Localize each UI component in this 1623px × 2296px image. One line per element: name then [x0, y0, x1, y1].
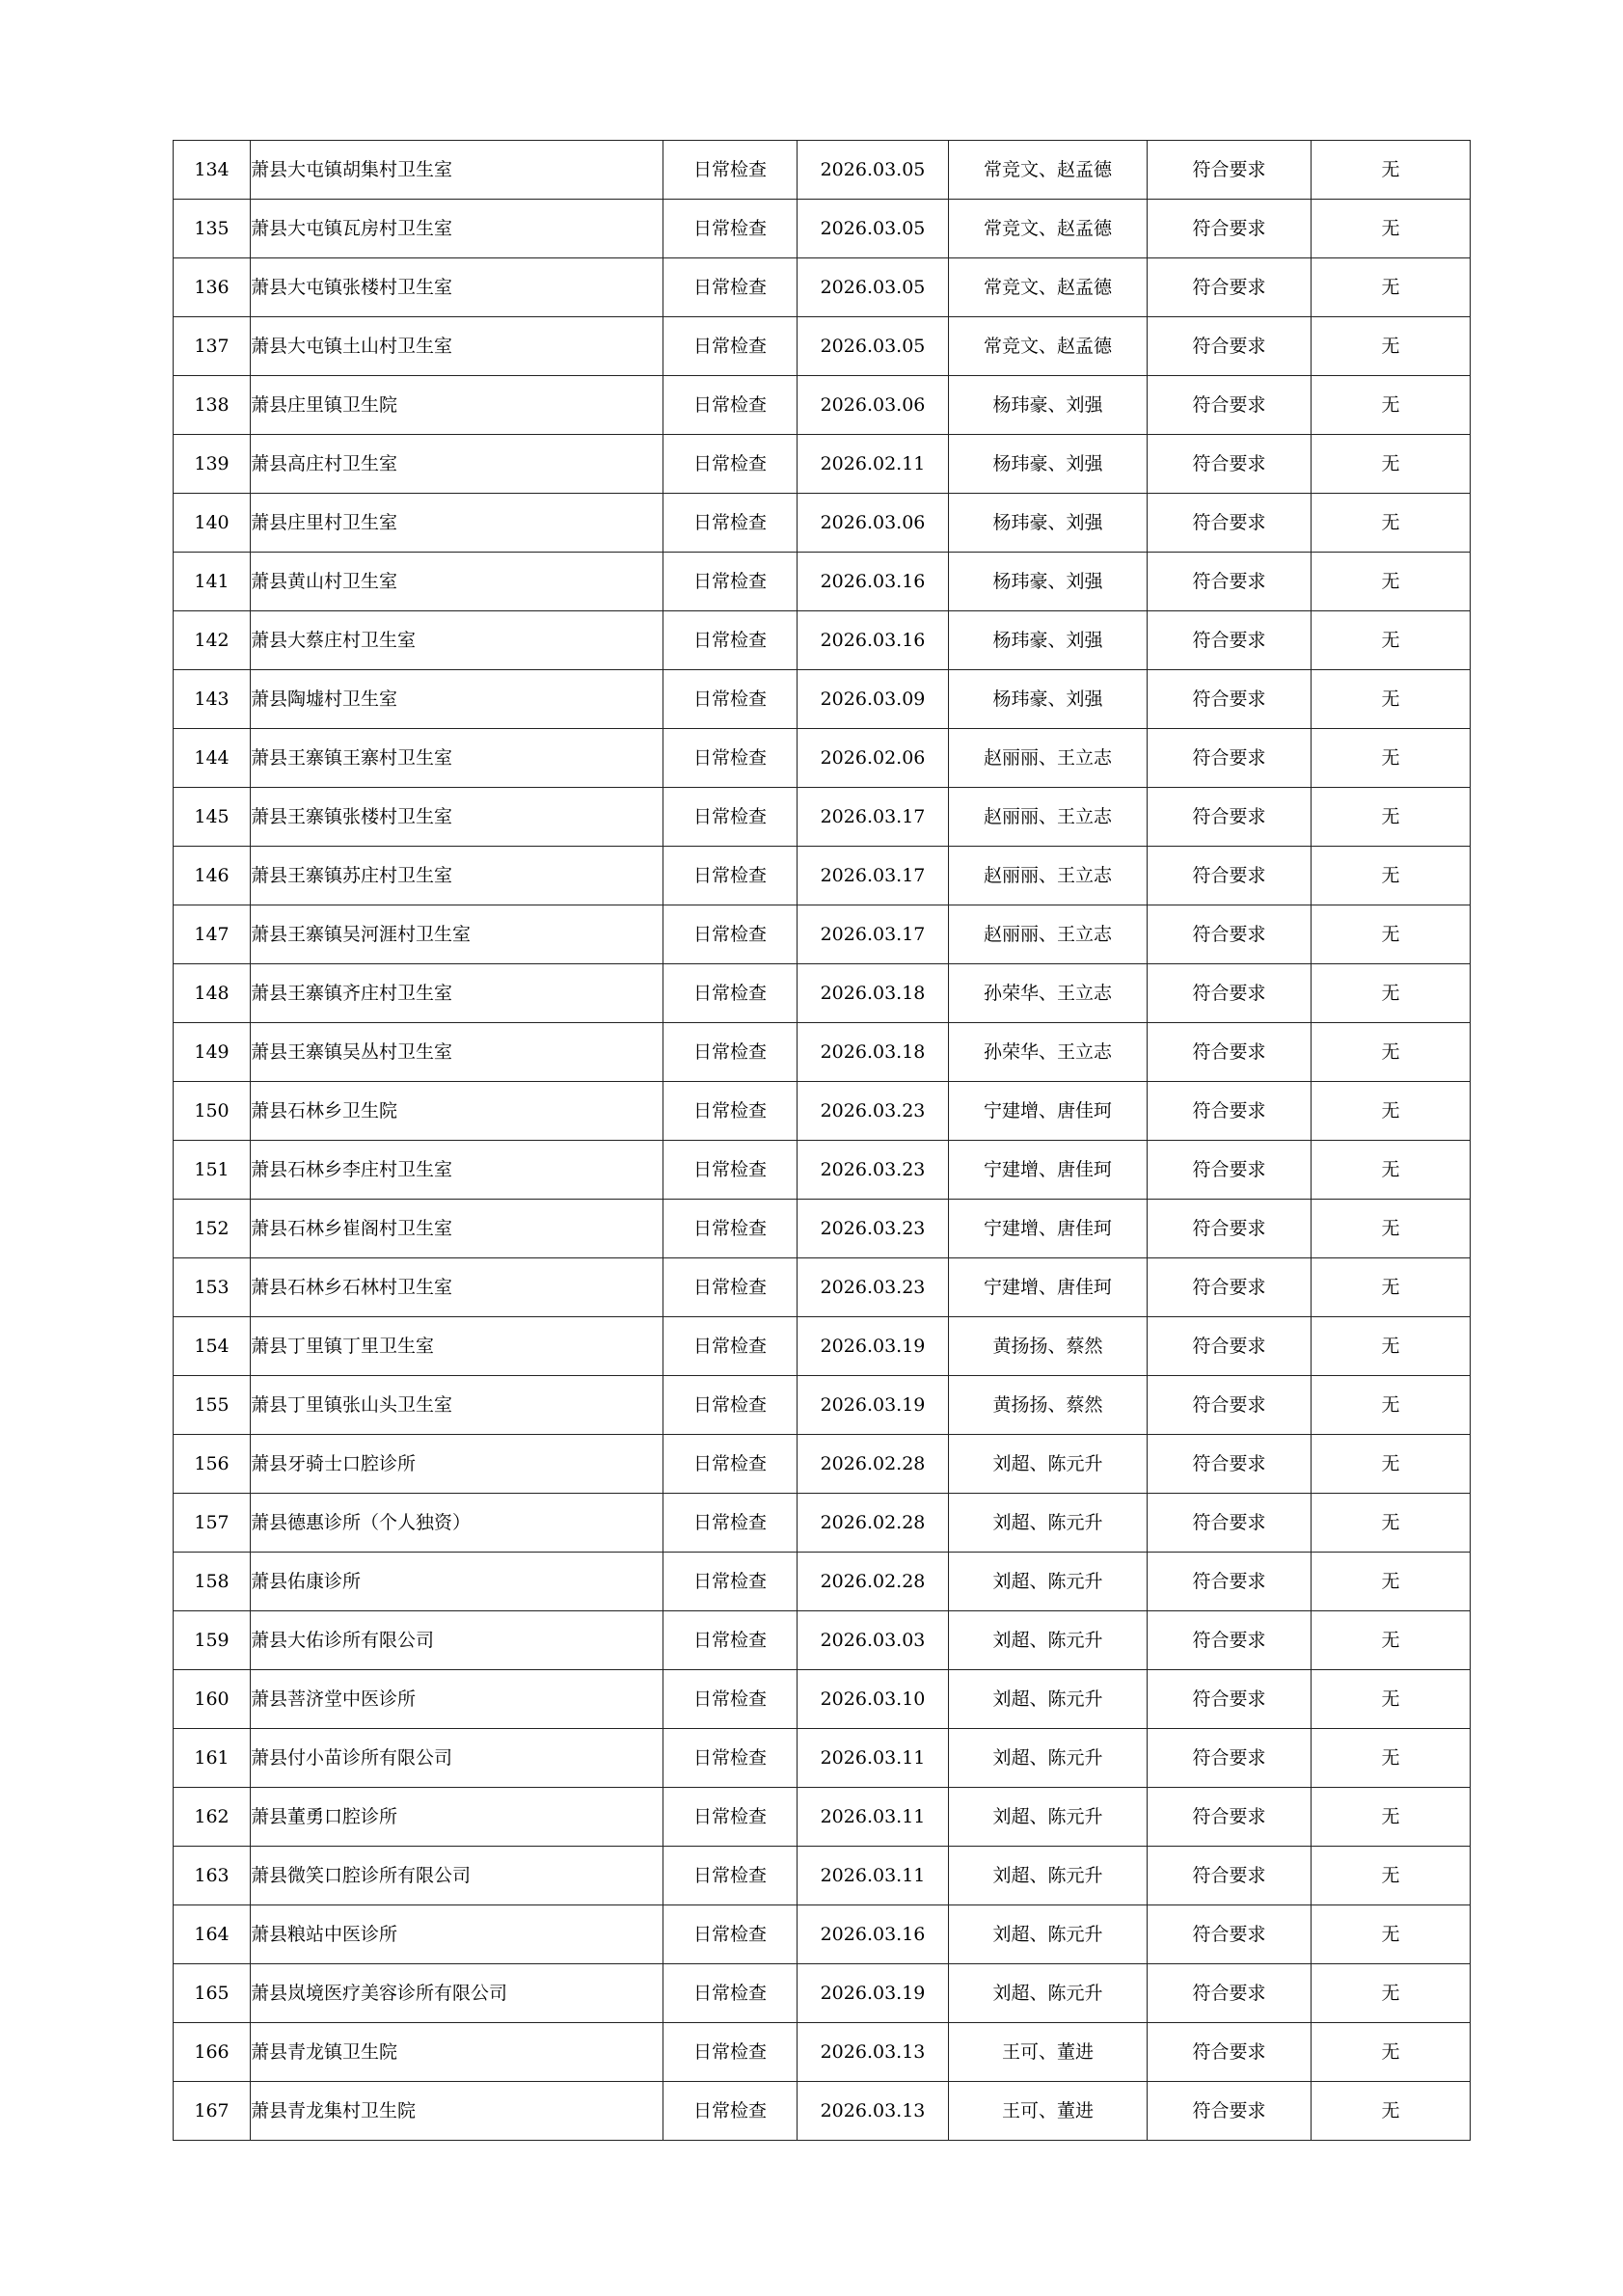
- problem-cell: 无: [1312, 905, 1471, 964]
- inspection-type-cell: 日常检查: [663, 1023, 798, 1082]
- result-cell: 符合要求: [1148, 1082, 1312, 1141]
- inspection-date-cell: 2026.03.11: [798, 1729, 949, 1788]
- row-number-cell: 143: [174, 670, 251, 729]
- inspection-type-cell: 日常检查: [663, 494, 798, 553]
- problem-cell: 无: [1312, 376, 1471, 435]
- inspectors-cell: 杨玮豪、刘强: [949, 553, 1148, 611]
- problem-cell: 无: [1312, 1258, 1471, 1317]
- inspection-date-cell: 2026.03.16: [798, 553, 949, 611]
- table-row: [174, 1905, 1471, 1964]
- row-number-cell: 149: [174, 1023, 251, 1082]
- inspection-date-cell: 2026.03.17: [798, 905, 949, 964]
- institution-name-cell: 萧县石林乡崔阁村卫生室: [251, 1200, 663, 1258]
- problem-cell: 无: [1312, 1905, 1471, 1964]
- result-cell: 符合要求: [1148, 788, 1312, 847]
- row-number-cell: 157: [174, 1494, 251, 1553]
- problem-cell: 无: [1312, 1376, 1471, 1435]
- table-row: [174, 553, 1471, 611]
- institution-name-cell: 萧县岚境医疗美容诊所有限公司: [251, 1964, 663, 2023]
- result-cell: 符合要求: [1148, 729, 1312, 788]
- institution-name-cell: 萧县佑康诊所: [251, 1553, 663, 1611]
- table-row: [174, 1494, 1471, 1553]
- row-number-cell: 141: [174, 553, 251, 611]
- inspection-date-cell: 2026.03.19: [798, 1376, 949, 1435]
- inspectors-cell: 黄扬扬、蔡然: [949, 1376, 1148, 1435]
- row-number-cell: 150: [174, 1082, 251, 1141]
- inspectors-cell: 刘超、陈元升: [949, 1670, 1148, 1729]
- result-cell: 符合要求: [1148, 847, 1312, 905]
- problem-cell: 无: [1312, 1435, 1471, 1494]
- institution-name-cell: 萧县微笑口腔诊所有限公司: [251, 1847, 663, 1905]
- result-cell: 符合要求: [1148, 200, 1312, 258]
- table-row: [174, 1200, 1471, 1258]
- table-row: [174, 1847, 1471, 1905]
- result-cell: 符合要求: [1148, 1023, 1312, 1082]
- inspectors-cell: 刘超、陈元升: [949, 1494, 1148, 1553]
- row-number-cell: 165: [174, 1964, 251, 2023]
- inspectors-cell: 王可、董进: [949, 2023, 1148, 2082]
- inspection-type-cell: 日常检查: [663, 1494, 798, 1553]
- inspection-date-cell: 2026.03.05: [798, 317, 949, 376]
- problem-cell: 无: [1312, 1082, 1471, 1141]
- result-cell: 符合要求: [1148, 905, 1312, 964]
- inspection-type-cell: 日常检查: [663, 1200, 798, 1258]
- institution-name-cell: 萧县青龙镇卫生院: [251, 2023, 663, 2082]
- institution-name-cell: 萧县大佑诊所有限公司: [251, 1611, 663, 1670]
- problem-cell: 无: [1312, 200, 1471, 258]
- row-number-cell: 151: [174, 1141, 251, 1200]
- inspection-date-cell: 2026.03.17: [798, 788, 949, 847]
- inspectors-cell: 刘超、陈元升: [949, 1847, 1148, 1905]
- row-number-cell: 134: [174, 141, 251, 200]
- table-row: [174, 1317, 1471, 1376]
- result-cell: 符合要求: [1148, 553, 1312, 611]
- row-number-cell: 152: [174, 1200, 251, 1258]
- result-cell: 符合要求: [1148, 494, 1312, 553]
- inspectors-cell: 刘超、陈元升: [949, 1905, 1148, 1964]
- table-body: [174, 141, 1471, 2141]
- result-cell: 符合要求: [1148, 1553, 1312, 1611]
- inspectors-cell: 刘超、陈元升: [949, 1435, 1148, 1494]
- row-number-cell: 155: [174, 1376, 251, 1435]
- result-cell: 符合要求: [1148, 1494, 1312, 1553]
- problem-cell: 无: [1312, 964, 1471, 1023]
- institution-name-cell: 萧县石林乡石林村卫生室: [251, 1258, 663, 1317]
- institution-name-cell: 萧县庄里村卫生室: [251, 494, 663, 553]
- table-row: [174, 611, 1471, 670]
- institution-name-cell: 萧县付小苗诊所有限公司: [251, 1729, 663, 1788]
- row-number-cell: 139: [174, 435, 251, 494]
- inspection-type-cell: 日常检查: [663, 1964, 798, 2023]
- inspection-type-cell: 日常检查: [663, 1611, 798, 1670]
- table-row: [174, 1788, 1471, 1847]
- inspection-date-cell: 2026.02.11: [798, 435, 949, 494]
- inspectors-cell: 常竞文、赵孟德: [949, 258, 1148, 317]
- problem-cell: 无: [1312, 1023, 1471, 1082]
- table-row: [174, 1435, 1471, 1494]
- table-row: [174, 729, 1471, 788]
- inspection-type-cell: 日常检查: [663, 435, 798, 494]
- institution-name-cell: 萧县丁里镇张山头卫生室: [251, 1376, 663, 1435]
- inspection-type-cell: 日常检查: [663, 1788, 798, 1847]
- row-number-cell: 136: [174, 258, 251, 317]
- inspectors-cell: 黄扬扬、蔡然: [949, 1317, 1148, 1376]
- institution-name-cell: 萧县王寨镇吴河涯村卫生室: [251, 905, 663, 964]
- inspection-type-cell: 日常检查: [663, 788, 798, 847]
- problem-cell: 无: [1312, 1611, 1471, 1670]
- inspection-type-cell: 日常检查: [663, 964, 798, 1023]
- table-row: [174, 788, 1471, 847]
- inspectors-cell: 宁建增、唐佳珂: [949, 1200, 1148, 1258]
- institution-name-cell: 萧县大屯镇土山村卫生室: [251, 317, 663, 376]
- table-row: [174, 1082, 1471, 1141]
- result-cell: 符合要求: [1148, 1317, 1312, 1376]
- row-number-cell: 159: [174, 1611, 251, 1670]
- institution-name-cell: 萧县王寨镇吴丛村卫生室: [251, 1023, 663, 1082]
- problem-cell: 无: [1312, 494, 1471, 553]
- inspection-date-cell: 2026.03.10: [798, 1670, 949, 1729]
- problem-cell: 无: [1312, 1141, 1471, 1200]
- table-row: [174, 964, 1471, 1023]
- table-row: [174, 1553, 1471, 1611]
- inspection-date-cell: 2026.03.18: [798, 964, 949, 1023]
- result-cell: 符合要求: [1148, 1435, 1312, 1494]
- result-cell: 符合要求: [1148, 1788, 1312, 1847]
- institution-name-cell: 萧县粮站中医诊所: [251, 1905, 663, 1964]
- problem-cell: 无: [1312, 1847, 1471, 1905]
- table-row: [174, 1376, 1471, 1435]
- result-cell: 符合要求: [1148, 1141, 1312, 1200]
- inspection-type-cell: 日常检查: [663, 1847, 798, 1905]
- problem-cell: 无: [1312, 435, 1471, 494]
- row-number-cell: 166: [174, 2023, 251, 2082]
- inspectors-cell: 杨玮豪、刘强: [949, 435, 1148, 494]
- row-number-cell: 140: [174, 494, 251, 553]
- inspection-type-cell: 日常检查: [663, 317, 798, 376]
- institution-name-cell: 萧县青龙集村卫生院: [251, 2082, 663, 2141]
- result-cell: 符合要求: [1148, 1670, 1312, 1729]
- table-row: [174, 1964, 1471, 2023]
- institution-name-cell: 萧县陶墟村卫生室: [251, 670, 663, 729]
- inspection-type-cell: 日常检查: [663, 1553, 798, 1611]
- table-row: [174, 494, 1471, 553]
- inspection-type-cell: 日常检查: [663, 2023, 798, 2082]
- inspection-date-cell: 2026.03.13: [798, 2023, 949, 2082]
- inspection-type-cell: 日常检查: [663, 1729, 798, 1788]
- inspection-date-cell: 2026.03.05: [798, 258, 949, 317]
- inspectors-cell: 刘超、陈元升: [949, 1553, 1148, 1611]
- institution-name-cell: 萧县高庄村卫生室: [251, 435, 663, 494]
- table-row: [174, 317, 1471, 376]
- result-cell: 符合要求: [1148, 1905, 1312, 1964]
- problem-cell: 无: [1312, 729, 1471, 788]
- result-cell: 符合要求: [1148, 1258, 1312, 1317]
- problem-cell: 无: [1312, 1964, 1471, 2023]
- row-number-cell: 160: [174, 1670, 251, 1729]
- inspectors-cell: 常竞文、赵孟德: [949, 317, 1148, 376]
- row-number-cell: 163: [174, 1847, 251, 1905]
- inspectors-cell: 王可、董进: [949, 2082, 1148, 2141]
- inspectors-cell: 宁建增、唐佳珂: [949, 1258, 1148, 1317]
- inspection-date-cell: 2026.03.17: [798, 847, 949, 905]
- row-number-cell: 146: [174, 847, 251, 905]
- table-row: [174, 670, 1471, 729]
- inspectors-cell: 常竞文、赵孟德: [949, 141, 1148, 200]
- problem-cell: 无: [1312, 1729, 1471, 1788]
- inspection-type-cell: 日常检查: [663, 1435, 798, 1494]
- table-row: [174, 435, 1471, 494]
- inspection-type-cell: 日常检查: [663, 905, 798, 964]
- problem-cell: 无: [1312, 2023, 1471, 2082]
- result-cell: 符合要求: [1148, 670, 1312, 729]
- row-number-cell: 154: [174, 1317, 251, 1376]
- inspection-date-cell: 2026.02.28: [798, 1494, 949, 1553]
- inspection-type-cell: 日常检查: [663, 1141, 798, 1200]
- row-number-cell: 147: [174, 905, 251, 964]
- inspectors-cell: 刘超、陈元升: [949, 1729, 1148, 1788]
- inspection-type-cell: 日常检查: [663, 141, 798, 200]
- result-cell: 符合要求: [1148, 1964, 1312, 2023]
- row-number-cell: 161: [174, 1729, 251, 1788]
- inspectors-cell: 孙荣华、王立志: [949, 1023, 1148, 1082]
- inspection-type-cell: 日常检查: [663, 1670, 798, 1729]
- institution-name-cell: 萧县石林乡李庄村卫生室: [251, 1141, 663, 1200]
- problem-cell: 无: [1312, 1670, 1471, 1729]
- inspection-type-cell: 日常检查: [663, 376, 798, 435]
- result-cell: 符合要求: [1148, 964, 1312, 1023]
- inspection-date-cell: 2026.03.16: [798, 611, 949, 670]
- inspectors-cell: 杨玮豪、刘强: [949, 376, 1148, 435]
- inspection-type-cell: 日常检查: [663, 847, 798, 905]
- inspection-date-cell: 2026.02.06: [798, 729, 949, 788]
- inspection-date-cell: 2026.03.06: [798, 376, 949, 435]
- row-number-cell: 153: [174, 1258, 251, 1317]
- inspection-date-cell: 2026.03.05: [798, 141, 949, 200]
- inspection-type-cell: 日常检查: [663, 200, 798, 258]
- inspection-type-cell: 日常检查: [663, 611, 798, 670]
- problem-cell: 无: [1312, 1317, 1471, 1376]
- inspection-type-cell: 日常检查: [663, 1905, 798, 1964]
- inspectors-cell: 杨玮豪、刘强: [949, 494, 1148, 553]
- table-row: [174, 258, 1471, 317]
- table-row: [174, 376, 1471, 435]
- problem-cell: 无: [1312, 1788, 1471, 1847]
- row-number-cell: 164: [174, 1905, 251, 1964]
- table-row: [174, 1729, 1471, 1788]
- inspectors-cell: 赵丽丽、王立志: [949, 905, 1148, 964]
- inspection-type-cell: 日常检查: [663, 1317, 798, 1376]
- row-number-cell: 137: [174, 317, 251, 376]
- problem-cell: 无: [1312, 2082, 1471, 2141]
- inspection-type-cell: 日常检查: [663, 1082, 798, 1141]
- institution-name-cell: 萧县大蔡庄村卫生室: [251, 611, 663, 670]
- inspectors-cell: 宁建增、唐佳珂: [949, 1082, 1148, 1141]
- inspection-date-cell: 2026.03.05: [798, 200, 949, 258]
- institution-name-cell: 萧县牙骑士口腔诊所: [251, 1435, 663, 1494]
- problem-cell: 无: [1312, 611, 1471, 670]
- row-number-cell: 135: [174, 200, 251, 258]
- inspectors-cell: 刘超、陈元升: [949, 1788, 1148, 1847]
- inspection-date-cell: 2026.03.23: [798, 1258, 949, 1317]
- result-cell: 符合要求: [1148, 2023, 1312, 2082]
- problem-cell: 无: [1312, 258, 1471, 317]
- result-cell: 符合要求: [1148, 1611, 1312, 1670]
- inspection-type-cell: 日常检查: [663, 1258, 798, 1317]
- table-row: [174, 2082, 1471, 2141]
- problem-cell: 无: [1312, 1494, 1471, 1553]
- row-number-cell: 167: [174, 2082, 251, 2141]
- inspection-date-cell: 2026.03.03: [798, 1611, 949, 1670]
- result-cell: 符合要求: [1148, 317, 1312, 376]
- inspection-table: [173, 140, 1471, 2141]
- table-row: [174, 2023, 1471, 2082]
- institution-name-cell: 萧县德惠诊所（个人独资）: [251, 1494, 663, 1553]
- table-row: [174, 1611, 1471, 1670]
- problem-cell: 无: [1312, 788, 1471, 847]
- problem-cell: 无: [1312, 1200, 1471, 1258]
- institution-name-cell: 萧县庄里镇卫生院: [251, 376, 663, 435]
- institution-name-cell: 萧县王寨镇齐庄村卫生室: [251, 964, 663, 1023]
- inspectors-cell: 杨玮豪、刘强: [949, 611, 1148, 670]
- inspection-date-cell: 2026.03.23: [798, 1200, 949, 1258]
- row-number-cell: 148: [174, 964, 251, 1023]
- result-cell: 符合要求: [1148, 376, 1312, 435]
- table-row: [174, 1258, 1471, 1317]
- institution-name-cell: 萧县王寨镇王寨村卫生室: [251, 729, 663, 788]
- inspection-type-cell: 日常检查: [663, 553, 798, 611]
- result-cell: 符合要求: [1148, 2082, 1312, 2141]
- inspection-date-cell: 2026.03.11: [798, 1788, 949, 1847]
- inspectors-cell: 赵丽丽、王立志: [949, 847, 1148, 905]
- result-cell: 符合要求: [1148, 141, 1312, 200]
- table-row: [174, 1670, 1471, 1729]
- inspectors-cell: 杨玮豪、刘强: [949, 670, 1148, 729]
- inspection-type-cell: 日常检查: [663, 2082, 798, 2141]
- problem-cell: 无: [1312, 141, 1471, 200]
- inspection-date-cell: 2026.03.13: [798, 2082, 949, 2141]
- row-number-cell: 138: [174, 376, 251, 435]
- inspection-date-cell: 2026.03.16: [798, 1905, 949, 1964]
- result-cell: 符合要求: [1148, 258, 1312, 317]
- problem-cell: 无: [1312, 553, 1471, 611]
- row-number-cell: 144: [174, 729, 251, 788]
- inspectors-cell: 宁建增、唐佳珂: [949, 1141, 1148, 1200]
- inspection-type-cell: 日常检查: [663, 670, 798, 729]
- inspectors-cell: 常竞文、赵孟德: [949, 200, 1148, 258]
- inspection-type-cell: 日常检查: [663, 258, 798, 317]
- result-cell: 符合要求: [1148, 1729, 1312, 1788]
- inspection-date-cell: 2026.03.11: [798, 1847, 949, 1905]
- institution-name-cell: 萧县黄山村卫生室: [251, 553, 663, 611]
- institution-name-cell: 萧县石林乡卫生院: [251, 1082, 663, 1141]
- table-row: [174, 1023, 1471, 1082]
- problem-cell: 无: [1312, 847, 1471, 905]
- result-cell: 符合要求: [1148, 1200, 1312, 1258]
- inspectors-cell: 赵丽丽、王立志: [949, 788, 1148, 847]
- result-cell: 符合要求: [1148, 435, 1312, 494]
- row-number-cell: 142: [174, 611, 251, 670]
- row-number-cell: 156: [174, 1435, 251, 1494]
- inspection-type-cell: 日常检查: [663, 729, 798, 788]
- inspection-date-cell: 2026.02.28: [798, 1553, 949, 1611]
- institution-name-cell: 萧县王寨镇张楼村卫生室: [251, 788, 663, 847]
- inspectors-cell: 刘超、陈元升: [949, 1611, 1148, 1670]
- row-number-cell: 145: [174, 788, 251, 847]
- table-row: [174, 1141, 1471, 1200]
- problem-cell: 无: [1312, 670, 1471, 729]
- table-row: [174, 200, 1471, 258]
- institution-name-cell: 萧县董勇口腔诊所: [251, 1788, 663, 1847]
- inspection-date-cell: 2026.03.19: [798, 1317, 949, 1376]
- table-row: [174, 905, 1471, 964]
- result-cell: 符合要求: [1148, 611, 1312, 670]
- row-number-cell: 158: [174, 1553, 251, 1611]
- institution-name-cell: 萧县菩济堂中医诊所: [251, 1670, 663, 1729]
- row-number-cell: 162: [174, 1788, 251, 1847]
- table-row: [174, 141, 1471, 200]
- inspection-date-cell: 2026.03.19: [798, 1964, 949, 2023]
- result-cell: 符合要求: [1148, 1376, 1312, 1435]
- inspection-date-cell: 2026.02.28: [798, 1435, 949, 1494]
- inspection-type-cell: 日常检查: [663, 1376, 798, 1435]
- inspectors-cell: 赵丽丽、王立志: [949, 729, 1148, 788]
- inspectors-cell: 孙荣华、王立志: [949, 964, 1148, 1023]
- result-cell: 符合要求: [1148, 1847, 1312, 1905]
- institution-name-cell: 萧县大屯镇张楼村卫生室: [251, 258, 663, 317]
- table-row: [174, 847, 1471, 905]
- inspection-date-cell: 2026.03.09: [798, 670, 949, 729]
- inspection-date-cell: 2026.03.23: [798, 1141, 949, 1200]
- inspection-date-cell: 2026.03.18: [798, 1023, 949, 1082]
- inspection-date-cell: 2026.03.23: [798, 1082, 949, 1141]
- inspectors-cell: 刘超、陈元升: [949, 1964, 1148, 2023]
- problem-cell: 无: [1312, 317, 1471, 376]
- institution-name-cell: 萧县大屯镇瓦房村卫生室: [251, 200, 663, 258]
- institution-name-cell: 萧县王寨镇苏庄村卫生室: [251, 847, 663, 905]
- institution-name-cell: 萧县大屯镇胡集村卫生室: [251, 141, 663, 200]
- problem-cell: 无: [1312, 1553, 1471, 1611]
- institution-name-cell: 萧县丁里镇丁里卫生室: [251, 1317, 663, 1376]
- inspection-date-cell: 2026.03.06: [798, 494, 949, 553]
